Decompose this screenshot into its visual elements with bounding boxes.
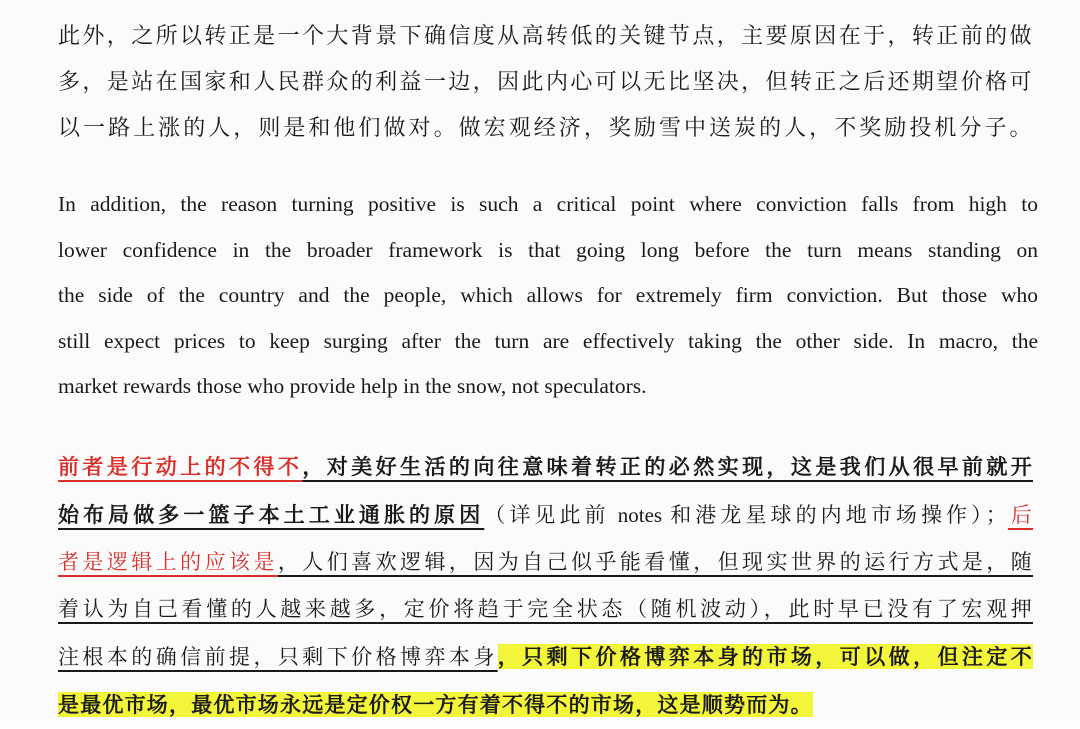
highlighted-text: ，只剩下价格博弈本身的市场，可以做，但注定不 xyxy=(497,644,1033,669)
text-line: the side of the country and the people, which allows for extremely firm conviction. But those who xyxy=(58,283,1038,307)
underlined-text: 注根本的确信前提，只剩下价格博弈本身 xyxy=(58,645,498,669)
text-line: market rewards those who provide help in the snow, not speculators. xyxy=(58,374,647,398)
chinese-paragraph-2 xyxy=(58,443,1033,729)
chinese-paragraph-1 xyxy=(58,14,1033,152)
text-line xyxy=(58,443,1033,491)
bold-underlined-text: ，对美好生活的向往意味着转正的必然实现，这是我们从很早前就开 xyxy=(302,454,1033,479)
plain-text: （详见此前 xyxy=(484,503,610,527)
text-line xyxy=(58,491,1033,539)
highlighted-text: 是最优市场，最优市场永远是定价权一方有着不得不的市场，这是顺势而为。 xyxy=(58,692,813,717)
plain-text: notes xyxy=(609,503,671,527)
underlined-text: 着认为自己看懂的人越来越多，定价将趋于完全状态（随机波动），此时早已没有了宏观押 xyxy=(58,597,1033,621)
english-paragraph xyxy=(58,182,1038,410)
text-line xyxy=(58,681,1033,729)
red-emphasis: 前者是行动上的不得不 xyxy=(58,454,303,479)
red-emphasis: 后 xyxy=(1007,503,1033,527)
underlined-text: ，人们喜欢逻辑，因为自己似乎能看懂，但现实世界的运行方式是，随 xyxy=(277,550,1033,574)
red-emphasis: 者是逻辑上的应该是 xyxy=(58,550,278,574)
bold-underlined-text: 始布局做多一篮子本土工业通胀的原因 xyxy=(58,502,485,527)
plain-text: 和港龙星球的内地市场操作）； xyxy=(670,503,1008,527)
text-line: 以一路上涨的人，则是和他们做对。做宏观经济，奖励雪中送炭的人，不奖励投机分子。 xyxy=(58,116,1033,141)
text-line xyxy=(58,539,1033,586)
text-line: 多，是站在国家和人民群众的利益一边，因此内心可以无比坚决，但转正之后还期望价格可 xyxy=(58,70,1033,95)
text-line: still expect prices to keep surging after the turn are effectively taking the other side. In macro, the xyxy=(58,328,1038,353)
text-line: 此外，之所以转正是一个大背景下确信度从高转低的关键节点，主要原因在于，转正前的做 xyxy=(58,24,1033,49)
text-line xyxy=(58,586,1033,633)
text-line: lower confidence in the broader framework is that going long before the turn means standing on xyxy=(58,237,1038,262)
text-line xyxy=(58,633,1033,681)
text-line: In addition, the reason turning positive is such a critical point where conviction falls from high to xyxy=(58,192,1038,216)
